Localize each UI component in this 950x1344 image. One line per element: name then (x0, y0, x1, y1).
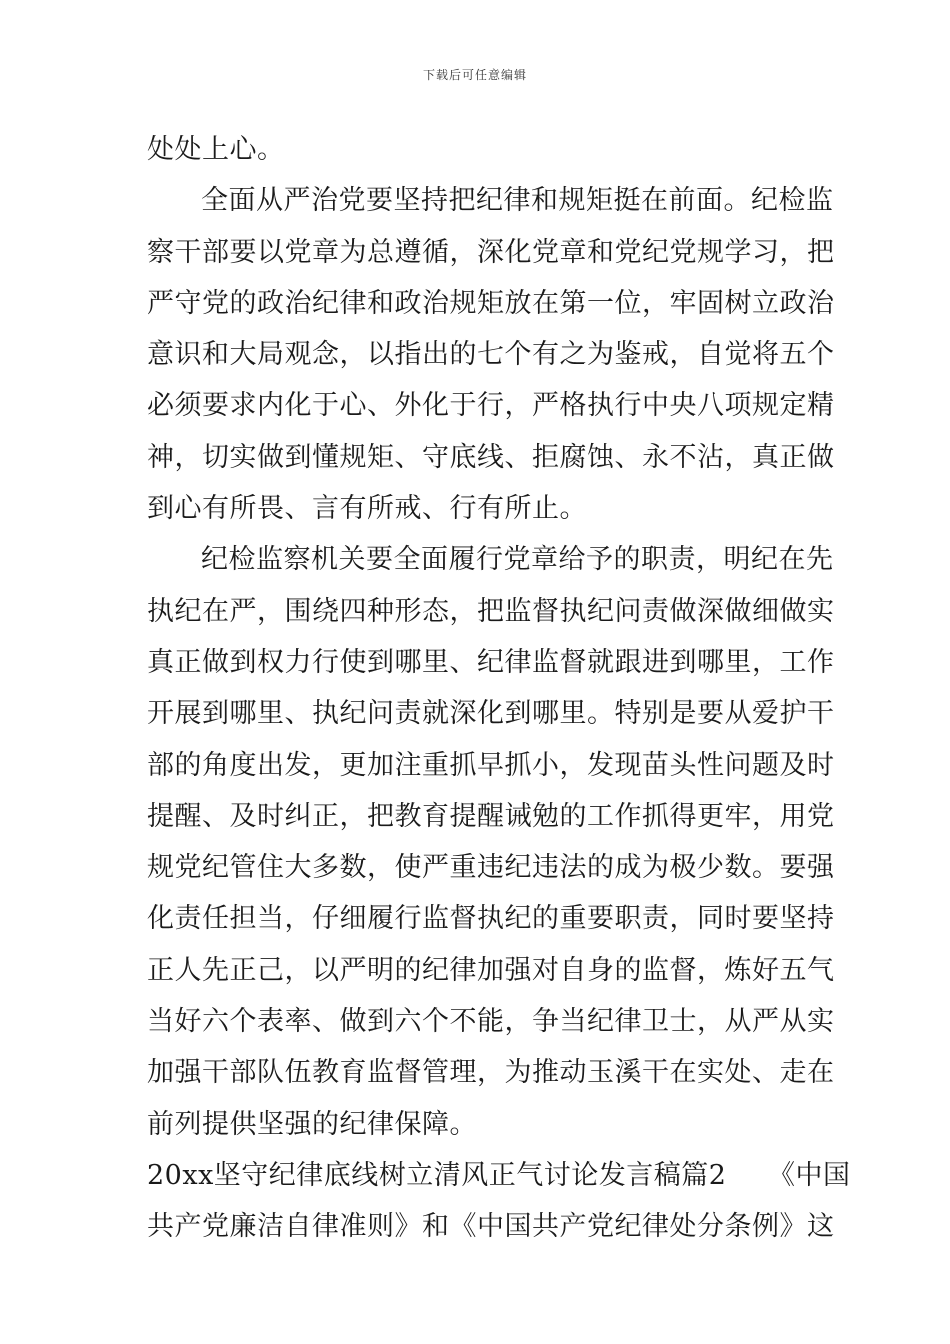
text-line: 共产党廉洁自律准则》和《中国共产党纪律处分条例》这 (147, 1211, 835, 1243)
text-line: 神，切实做到懂规矩、守底线、拒腐蚀、永不沾，真正做 (147, 441, 835, 473)
text-line: 到心有所畏、言有所戒、行有所止。 (147, 493, 587, 525)
document-body (147, 124, 851, 1253)
text-line: 严守党的政治纪律和政治规矩放在第一位，牢固树立政治 (147, 287, 835, 319)
text-line: 处处上心。 (147, 134, 285, 165)
text-line: 当好六个表率、做到六个不能，争当纪律卫士，从严从实 (147, 1006, 835, 1038)
text-line: 必须要求内化于心、外化于行，严格执行中央八项规定精 (147, 390, 835, 422)
text-line: 加强干部队伍教育监督管理，为推动玉溪干在实处、走在 (147, 1057, 835, 1089)
text-line: 全面从严治党要坚持把纪律和规矩挺在前面。纪检监 (201, 185, 834, 217)
text-line: 正人先正己，以严明的纪律加强对自身的监督，炼好五气 (147, 954, 835, 986)
section-heading-line: 20xx坚守纪律底线树立清风正气讨论发言稿篇2 《中国 (147, 1159, 851, 1191)
text-line: 提醒、及时纠正，把教育提醒诫勉的工作抓得更牢，用党 (147, 800, 835, 832)
text-line: 纪检监察机关要全面履行党章给予的职责，明纪在先 (201, 544, 834, 576)
text-line: 前列提供坚强的纪律保障。 (147, 1108, 477, 1140)
text-line: 意识和大局观念，以指出的七个有之为鉴戒，自觉将五个 (147, 339, 835, 371)
text-line: 部的角度出发，更加注重抓早抓小，发现苗头性问题及时 (147, 749, 835, 781)
text-line: 规党纪管住大多数，使严重违纪违法的成为极少数。要强 (147, 852, 835, 884)
text-line: 化责任担当，仔细履行监督执纪的重要职责，同时要坚持 (147, 903, 835, 935)
text-line: 开展到哪里、执纪问责就深化到哪里。特别是要从爱护干 (147, 698, 835, 730)
header-note: 下载后可任意编辑 (422, 68, 527, 82)
text-line: 执纪在严，围绕四种形态，把监督执纪问责做深做细做实 (147, 595, 835, 627)
text-line: 察干部要以党章为总遵循，深化党章和党纪党规学习，把 (147, 236, 835, 268)
text-line: 真正做到权力行使到哪里、纪律监督就跟进到哪里，工作 (147, 646, 835, 678)
